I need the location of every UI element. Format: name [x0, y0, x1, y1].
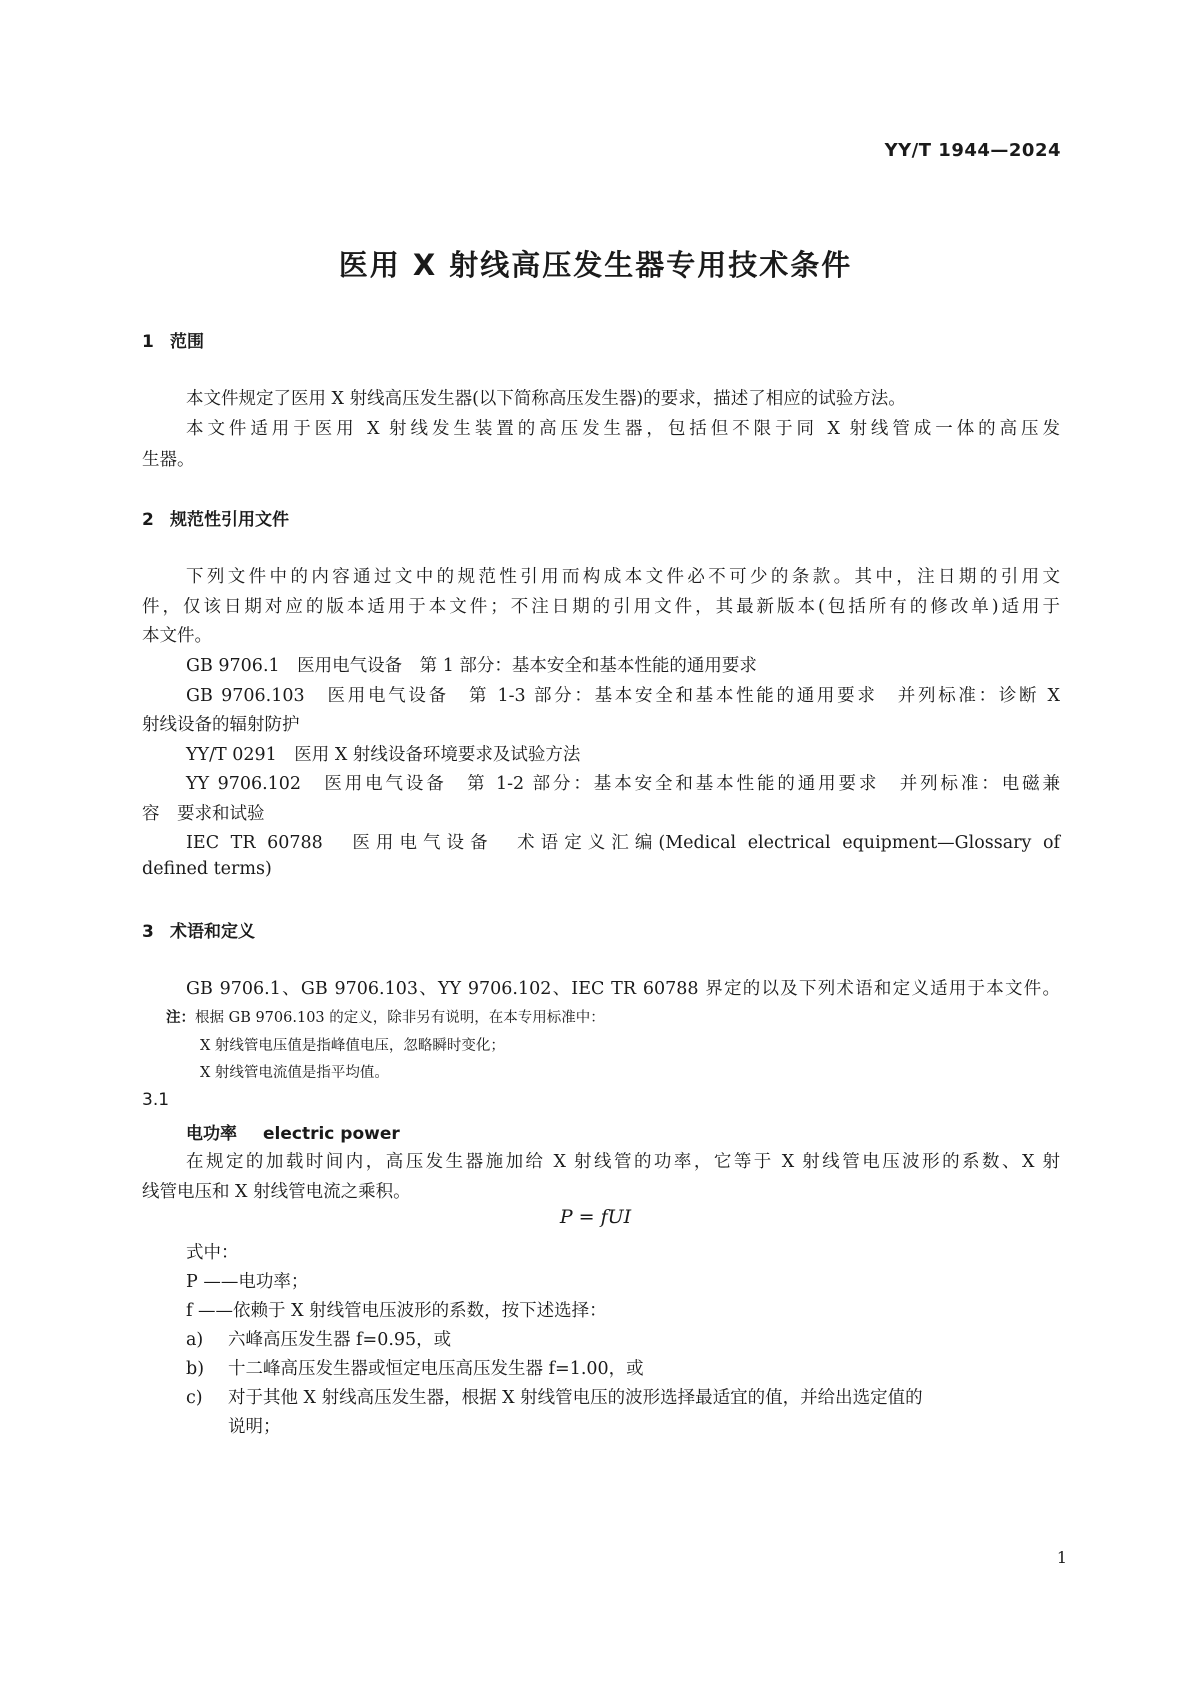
section-title: 术语和定义: [170, 922, 255, 942]
scope-paragraph-2-line-1: 本文件适用于医用 X 射线发生装置的高压发生器，包括但不限于同 X 射线管成一体的高压发: [186, 419, 1060, 439]
list-item-b: [186, 1355, 1060, 1380]
note: [166, 1006, 605, 1027]
section-number: 3: [142, 922, 154, 942]
scope-paragraph-2-line-2: 生器。: [142, 450, 195, 470]
note-label: 注：: [166, 1010, 195, 1026]
reference-gb9706-103-line-1: GB 9706.103 医用电气设备 第 1-3 部分：基本安全和基本性能的通用要求 并列标准：诊断 X: [186, 686, 1060, 706]
list-item-c: [186, 1384, 1060, 1409]
variable-f: f ——依赖于 X 射线管电压波形的系数，按下述选择：: [186, 1301, 607, 1321]
list-item-c-continued: 说明；: [228, 1417, 281, 1437]
term-3-1-heading: [186, 1119, 400, 1144]
list-item-text: 对于其他 X 射线高压发生器，根据 X 射线管电压的波形选择最适宜的值，并给出选定值的: [228, 1388, 923, 1408]
list-item-a: [186, 1326, 1060, 1351]
formula-where: 式中：: [186, 1243, 239, 1263]
list-item-letter: a): [186, 1330, 204, 1350]
page-number: 1: [1056, 1548, 1067, 1567]
term-3-1-number: 3.1: [142, 1090, 170, 1110]
reference-yy9706-102-line-2: 容 要求和试验: [142, 804, 265, 824]
list-item-letter: b): [186, 1359, 205, 1379]
section-title: 规范性引用文件: [170, 510, 289, 530]
formula: P = fUI: [559, 1206, 632, 1228]
document-title: 医用 X 射线高压发生器专用技术条件: [338, 248, 853, 282]
definition-line-1: 在规定的加载时间内，高压发生器施加给 X 射线管的功率，它等于 X 射线管电压波形的系数、X 射: [186, 1152, 1060, 1172]
variable-p: P ——电功率；: [186, 1272, 309, 1292]
definition-line-2: 线管电压和 X 射线管电流之乘积。: [142, 1182, 411, 1202]
list-item-letter: c): [186, 1388, 203, 1408]
section-title: 范围: [170, 332, 204, 352]
term-chinese: 电功率: [186, 1124, 237, 1144]
reference-iec-tr-60788-line-1: IEC TR 60788 医用电气设备 术语定义汇编(Medical electrical equipment—Glossary of: [186, 833, 1060, 853]
terms-intro: GB 9706.1、GB 9706.103、YY 9706.102、IEC TR 60788 界定的以及下列术语和定义适用于本文件。: [186, 979, 1060, 999]
section-3-heading: [142, 917, 255, 942]
refs-intro-line-3: 本文件。: [142, 626, 212, 646]
section-2-heading: [142, 505, 289, 530]
refs-intro-line-2: 件，仅该日期对应的版本适用于本文件；不注日期的引用文件，其最新版本(包括所有的修改单)适用于: [142, 597, 1060, 617]
list-item-text: 六峰高压发生器 f=0.95，或: [228, 1330, 452, 1350]
refs-intro-line-1: 下列文件中的内容通过文中的规范性引用而构成本文件必不可少的条款。其中，注日期的引用文: [186, 567, 1060, 587]
term-english: electric power: [263, 1124, 400, 1144]
scope-paragraph-1: 本文件规定了医用 X 射线高压发生器(以下简称高压发生器)的要求，描述了相应的试验方法。: [186, 389, 906, 409]
reference-iec-tr-60788-line-2: defined terms): [142, 859, 272, 879]
section-number: 2: [142, 510, 154, 530]
list-item-text: 十二峰高压发生器或恒定电压高压发生器 f=1.00，或: [228, 1359, 644, 1379]
reference-gb9706-1: GB 9706.1 医用电气设备 第 1 部分：基本安全和基本性能的通用要求: [186, 656, 757, 676]
note-line-2: X 射线管电流值是指平均值。: [200, 1065, 389, 1081]
reference-yy9706-102-line-1: YY 9706.102 医用电气设备 第 1-2 部分：基本安全和基本性能的通用要求 并列标准：电磁兼: [186, 774, 1060, 794]
note-text: 根据 GB 9706.103 的定义，除非另有说明，在本专用标准中：: [195, 1010, 605, 1026]
section-1-heading: [142, 327, 204, 352]
section-number: 1: [142, 332, 154, 352]
standard-code: YY/T 1944—2024: [884, 140, 1061, 161]
reference-gb9706-103-line-2: 射线设备的辐射防护: [142, 715, 300, 735]
note-line-1: X 射线管电压值是指峰值电压，忽略瞬时变化；: [200, 1038, 505, 1054]
reference-yyt0291: YY/T 0291 医用 X 射线设备环境要求及试验方法: [186, 745, 581, 765]
